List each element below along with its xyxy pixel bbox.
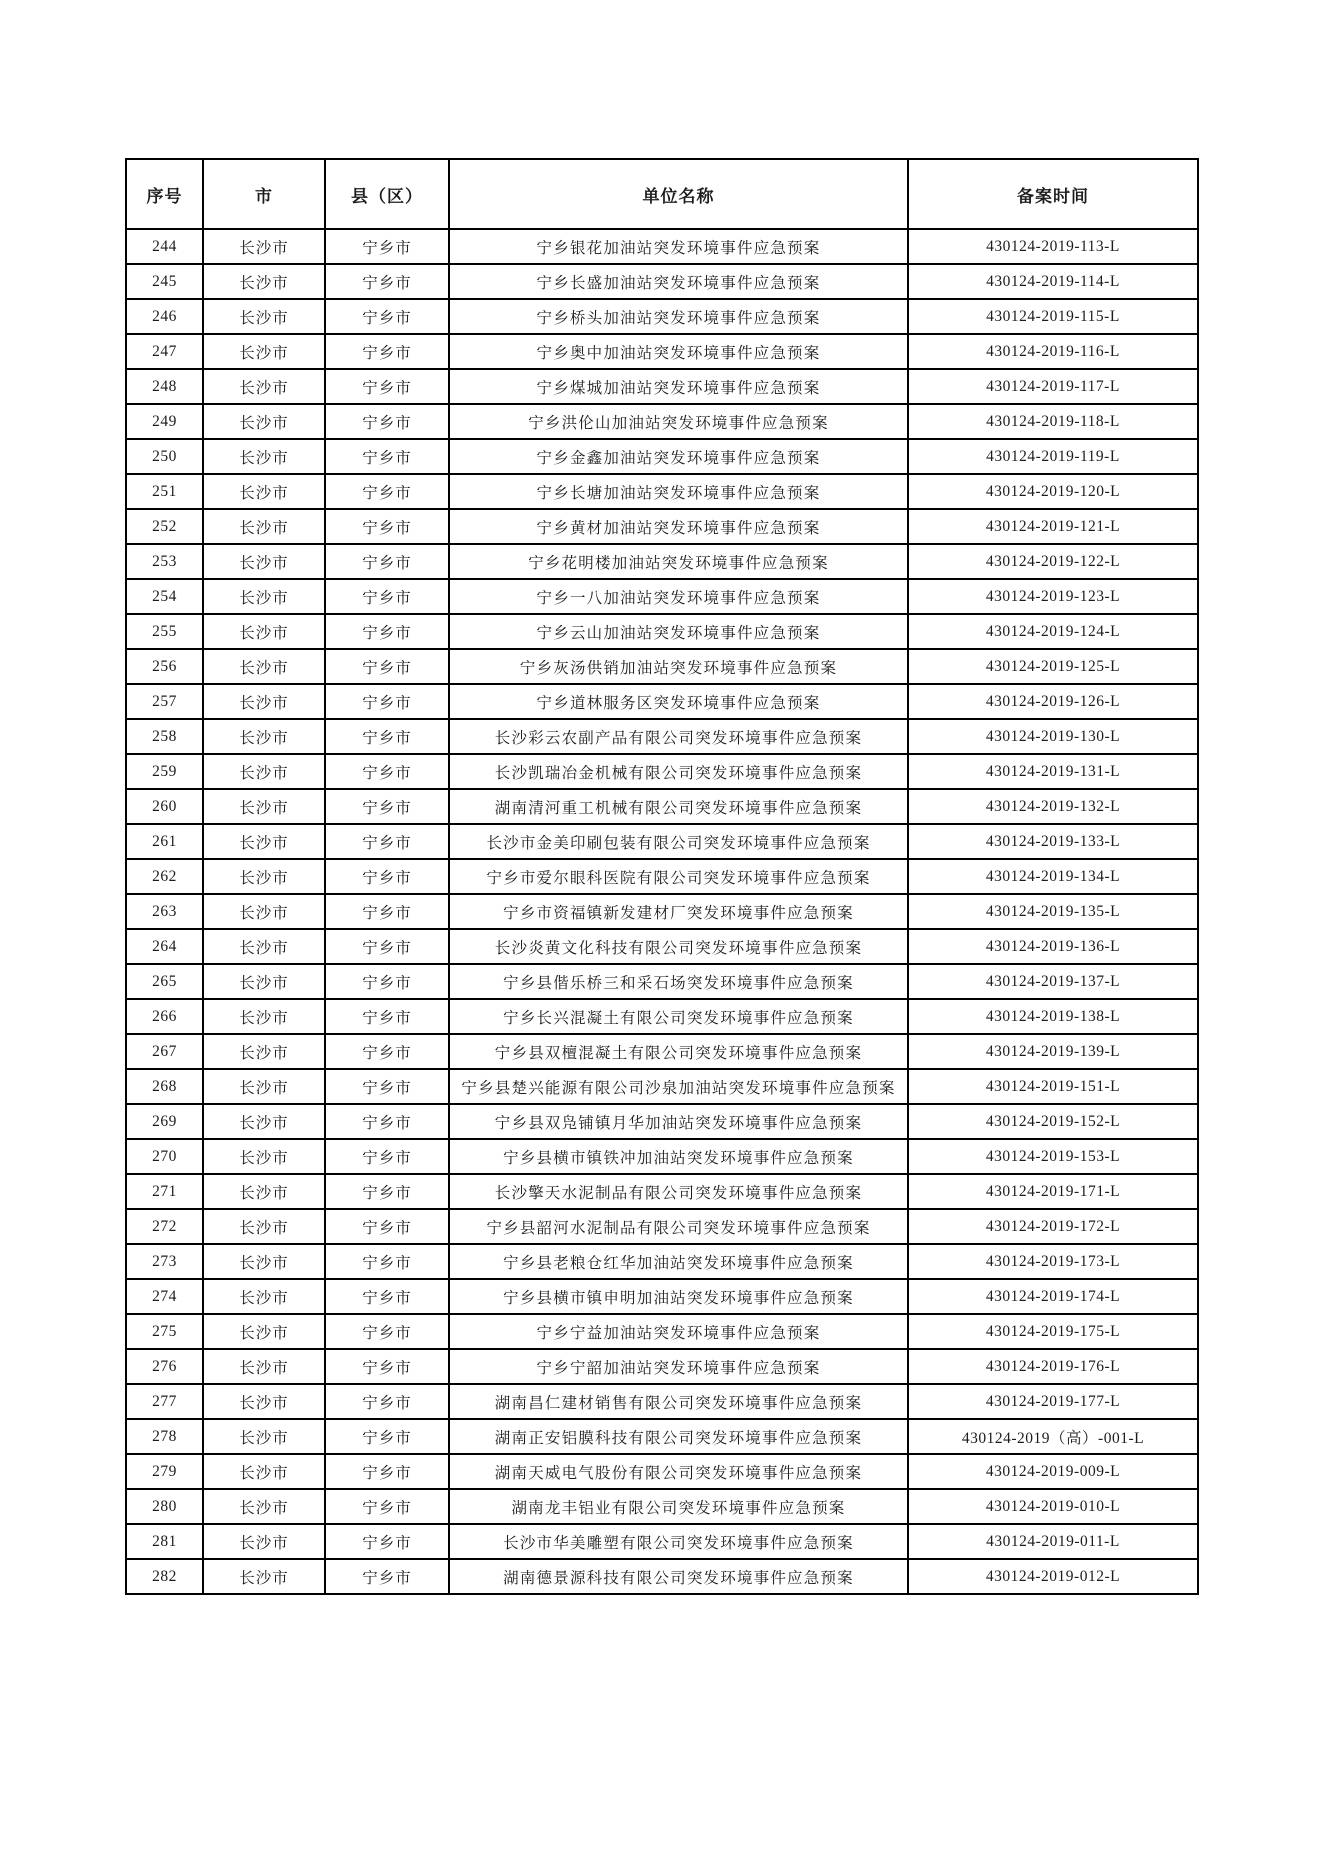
- row-county: 宁乡市: [325, 649, 449, 684]
- row-unit-name: 宁乡县韶河水泥制品有限公司突发环境事件应急预案: [449, 1209, 908, 1244]
- row-record-number: 430124-2019-117-L: [908, 369, 1198, 404]
- row-unit-name: 宁乡金鑫加油站突发环境事件应急预案: [449, 439, 908, 474]
- row-serial-number: 280: [126, 1489, 203, 1524]
- table-row: [126, 1279, 1198, 1314]
- row-county: 宁乡市: [325, 229, 449, 264]
- row-serial-number: 273: [126, 1244, 203, 1279]
- row-unit-name: 长沙市金美印刷包装有限公司突发环境事件应急预案: [449, 824, 908, 859]
- row-serial-number: 272: [126, 1209, 203, 1244]
- row-serial-number: 262: [126, 859, 203, 894]
- row-record-number: 430124-2019-116-L: [908, 334, 1198, 369]
- row-county: 宁乡市: [325, 1524, 449, 1559]
- row-county: 宁乡市: [325, 1139, 449, 1174]
- row-record-number: 430124-2019-134-L: [908, 859, 1198, 894]
- row-serial-number: 278: [126, 1419, 203, 1454]
- row-county: 宁乡市: [325, 264, 449, 299]
- row-serial-number: 247: [126, 334, 203, 369]
- row-city: 长沙市: [203, 859, 325, 894]
- table-row: [126, 1489, 1198, 1524]
- row-city: 长沙市: [203, 824, 325, 859]
- row-unit-name: 湖南昌仁建材销售有限公司突发环境事件应急预案: [449, 1384, 908, 1419]
- row-serial-number: 275: [126, 1314, 203, 1349]
- row-city: 长沙市: [203, 684, 325, 719]
- table-row: [126, 824, 1198, 859]
- row-serial-number: 268: [126, 1069, 203, 1104]
- row-record-number: 430124-2019-121-L: [908, 509, 1198, 544]
- table-row: [126, 1244, 1198, 1279]
- row-city: 长沙市: [203, 1174, 325, 1209]
- records-table: [125, 158, 1199, 1595]
- row-serial-number: 281: [126, 1524, 203, 1559]
- row-unit-name: 湖南清河重工机械有限公司突发环境事件应急预案: [449, 789, 908, 824]
- row-city: 长沙市: [203, 334, 325, 369]
- row-record-number: 430124-2019（高）-001-L: [908, 1419, 1198, 1454]
- row-unit-name: 宁乡县老粮仓红华加油站突发环境事件应急预案: [449, 1244, 908, 1279]
- row-serial-number: 244: [126, 229, 203, 264]
- row-city: 长沙市: [203, 649, 325, 684]
- row-serial-number: 257: [126, 684, 203, 719]
- row-county: 宁乡市: [325, 1069, 449, 1104]
- row-city: 长沙市: [203, 299, 325, 334]
- row-unit-name: 宁乡一八加油站突发环境事件应急预案: [449, 579, 908, 614]
- row-serial-number: 263: [126, 894, 203, 929]
- row-county: 宁乡市: [325, 859, 449, 894]
- table-row: [126, 649, 1198, 684]
- row-county: 宁乡市: [325, 614, 449, 649]
- row-unit-name: 宁乡县双凫铺镇月华加油站突发环境事件应急预案: [449, 1104, 908, 1139]
- table-row: [126, 1314, 1198, 1349]
- row-unit-name: 宁乡黄材加油站突发环境事件应急预案: [449, 509, 908, 544]
- table-row: [126, 999, 1198, 1034]
- row-city: 长沙市: [203, 474, 325, 509]
- row-unit-name: 长沙凯瑞冶金机械有限公司突发环境事件应急预案: [449, 754, 908, 789]
- row-city: 长沙市: [203, 1489, 325, 1524]
- row-county: 宁乡市: [325, 1349, 449, 1384]
- row-serial-number: 274: [126, 1279, 203, 1314]
- table-row: [126, 894, 1198, 929]
- row-county: 宁乡市: [325, 474, 449, 509]
- row-record-number: 430124-2019-132-L: [908, 789, 1198, 824]
- row-county: 宁乡市: [325, 1419, 449, 1454]
- table-row: [126, 474, 1198, 509]
- row-city: 长沙市: [203, 999, 325, 1034]
- row-city: 长沙市: [203, 1104, 325, 1139]
- row-city: 长沙市: [203, 404, 325, 439]
- row-record-number: 430124-2019-126-L: [908, 684, 1198, 719]
- row-county: 宁乡市: [325, 1384, 449, 1419]
- header-cell-county: 县（区）: [325, 159, 449, 229]
- row-unit-name: 宁乡县楚兴能源有限公司沙泉加油站突发环境事件应急预案: [449, 1069, 908, 1104]
- row-city: 长沙市: [203, 369, 325, 404]
- row-city: 长沙市: [203, 229, 325, 264]
- row-record-number: 430124-2019-174-L: [908, 1279, 1198, 1314]
- row-serial-number: 255: [126, 614, 203, 649]
- row-record-number: 430124-2019-133-L: [908, 824, 1198, 859]
- row-unit-name: 宁乡长兴混凝土有限公司突发环境事件应急预案: [449, 999, 908, 1034]
- table-row: [126, 1384, 1198, 1419]
- row-serial-number: 267: [126, 1034, 203, 1069]
- row-city: 长沙市: [203, 1069, 325, 1104]
- row-serial-number: 279: [126, 1454, 203, 1489]
- row-serial-number: 269: [126, 1104, 203, 1139]
- row-city: 长沙市: [203, 1384, 325, 1419]
- row-county: 宁乡市: [325, 404, 449, 439]
- row-record-number: 430124-2019-009-L: [908, 1454, 1198, 1489]
- row-county: 宁乡市: [325, 684, 449, 719]
- row-serial-number: 261: [126, 824, 203, 859]
- row-county: 宁乡市: [325, 999, 449, 1034]
- row-unit-name: 长沙炎黄文化科技有限公司突发环境事件应急预案: [449, 929, 908, 964]
- row-record-number: 430124-2019-138-L: [908, 999, 1198, 1034]
- row-serial-number: 270: [126, 1139, 203, 1174]
- row-city: 长沙市: [203, 929, 325, 964]
- table-row: [126, 439, 1198, 474]
- row-county: 宁乡市: [325, 1244, 449, 1279]
- row-unit-name: 湖南龙丰铝业有限公司突发环境事件应急预案: [449, 1489, 908, 1524]
- row-record-number: 430124-2019-151-L: [908, 1069, 1198, 1104]
- row-serial-number: 259: [126, 754, 203, 789]
- row-unit-name: 宁乡县双檀混凝土有限公司突发环境事件应急预案: [449, 1034, 908, 1069]
- table-row: [126, 789, 1198, 824]
- row-unit-name: 长沙擎天水泥制品有限公司突发环境事件应急预案: [449, 1174, 908, 1209]
- row-record-number: 430124-2019-124-L: [908, 614, 1198, 649]
- row-record-number: 430124-2019-139-L: [908, 1034, 1198, 1069]
- row-county: 宁乡市: [325, 719, 449, 754]
- row-unit-name: 宁乡灰汤供销加油站突发环境事件应急预案: [449, 649, 908, 684]
- row-county: 宁乡市: [325, 1454, 449, 1489]
- row-city: 长沙市: [203, 1349, 325, 1384]
- row-unit-name: 宁乡洪伦山加油站突发环境事件应急预案: [449, 404, 908, 439]
- table-row: [126, 929, 1198, 964]
- row-county: 宁乡市: [325, 1209, 449, 1244]
- row-county: 宁乡市: [325, 824, 449, 859]
- row-record-number: 430124-2019-125-L: [908, 649, 1198, 684]
- row-county: 宁乡市: [325, 964, 449, 999]
- row-serial-number: 254: [126, 579, 203, 614]
- table-row: [126, 964, 1198, 999]
- row-county: 宁乡市: [325, 544, 449, 579]
- row-record-number: 430124-2019-135-L: [908, 894, 1198, 929]
- row-record-number: 430124-2019-176-L: [908, 1349, 1198, 1384]
- row-city: 长沙市: [203, 1314, 325, 1349]
- row-record-number: 430124-2019-122-L: [908, 544, 1198, 579]
- row-serial-number: 250: [126, 439, 203, 474]
- row-record-number: 430124-2019-120-L: [908, 474, 1198, 509]
- row-record-number: 430124-2019-119-L: [908, 439, 1198, 474]
- row-record-number: 430124-2019-173-L: [908, 1244, 1198, 1279]
- row-record-number: 430124-2019-171-L: [908, 1174, 1198, 1209]
- row-record-number: 430124-2019-136-L: [908, 929, 1198, 964]
- row-county: 宁乡市: [325, 299, 449, 334]
- row-record-number: 430124-2019-012-L: [908, 1559, 1198, 1594]
- row-unit-name: 宁乡煤城加油站突发环境事件应急预案: [449, 369, 908, 404]
- table-header: [126, 159, 1198, 229]
- row-city: 长沙市: [203, 614, 325, 649]
- row-serial-number: 252: [126, 509, 203, 544]
- table-row: [126, 579, 1198, 614]
- table-row: [126, 229, 1198, 264]
- table-row: [126, 859, 1198, 894]
- table-body: [126, 229, 1198, 1594]
- row-serial-number: 246: [126, 299, 203, 334]
- row-unit-name: 湖南德景源科技有限公司突发环境事件应急预案: [449, 1559, 908, 1594]
- header-row: [126, 159, 1198, 229]
- row-serial-number: 253: [126, 544, 203, 579]
- row-unit-name: 宁乡市资福镇新发建材厂突发环境事件应急预案: [449, 894, 908, 929]
- row-county: 宁乡市: [325, 1104, 449, 1139]
- row-city: 长沙市: [203, 509, 325, 544]
- row-unit-name: 宁乡奥中加油站突发环境事件应急预案: [449, 334, 908, 369]
- row-city: 长沙市: [203, 1209, 325, 1244]
- row-record-number: 430124-2019-114-L: [908, 264, 1198, 299]
- row-county: 宁乡市: [325, 1034, 449, 1069]
- row-county: 宁乡市: [325, 1489, 449, 1524]
- row-city: 长沙市: [203, 894, 325, 929]
- row-county: 宁乡市: [325, 789, 449, 824]
- row-serial-number: 258: [126, 719, 203, 754]
- row-record-number: 430124-2019-113-L: [908, 229, 1198, 264]
- row-unit-name: 宁乡县横市镇申明加油站突发环境事件应急预案: [449, 1279, 908, 1314]
- row-county: 宁乡市: [325, 1314, 449, 1349]
- table-row: [126, 614, 1198, 649]
- table-row: [126, 299, 1198, 334]
- row-county: 宁乡市: [325, 1279, 449, 1314]
- table-row: [126, 1034, 1198, 1069]
- row-county: 宁乡市: [325, 334, 449, 369]
- row-county: 宁乡市: [325, 929, 449, 964]
- row-record-number: 430124-2019-137-L: [908, 964, 1198, 999]
- row-city: 长沙市: [203, 789, 325, 824]
- row-record-number: 430124-2019-131-L: [908, 754, 1198, 789]
- row-county: 宁乡市: [325, 509, 449, 544]
- row-serial-number: 256: [126, 649, 203, 684]
- row-city: 长沙市: [203, 439, 325, 474]
- row-serial-number: 248: [126, 369, 203, 404]
- row-serial-number: 251: [126, 474, 203, 509]
- header-cell-name: 单位名称: [449, 159, 908, 229]
- row-record-number: 430124-2019-115-L: [908, 299, 1198, 334]
- row-serial-number: 276: [126, 1349, 203, 1384]
- row-county: 宁乡市: [325, 754, 449, 789]
- table-row: [126, 264, 1198, 299]
- table-row: [126, 509, 1198, 544]
- row-serial-number: 271: [126, 1174, 203, 1209]
- row-city: 长沙市: [203, 1524, 325, 1559]
- row-record-number: 430124-2019-175-L: [908, 1314, 1198, 1349]
- table-row: [126, 1174, 1198, 1209]
- row-record-number: 430124-2019-152-L: [908, 1104, 1198, 1139]
- row-unit-name: 湖南天威电气股份有限公司突发环境事件应急预案: [449, 1454, 908, 1489]
- table-row: [126, 404, 1198, 439]
- row-city: 长沙市: [203, 544, 325, 579]
- row-unit-name: 湖南正安铝膜科技有限公司突发环境事件应急预案: [449, 1419, 908, 1454]
- row-city: 长沙市: [203, 1244, 325, 1279]
- row-unit-name: 长沙彩云农副产品有限公司突发环境事件应急预案: [449, 719, 908, 754]
- row-county: 宁乡市: [325, 579, 449, 614]
- table-row: [126, 1419, 1198, 1454]
- row-county: 宁乡市: [325, 439, 449, 474]
- row-city: 长沙市: [203, 264, 325, 299]
- row-unit-name: 宁乡云山加油站突发环境事件应急预案: [449, 614, 908, 649]
- row-unit-name: 宁乡长盛加油站突发环境事件应急预案: [449, 264, 908, 299]
- row-city: 长沙市: [203, 754, 325, 789]
- header-cell-city: 市: [203, 159, 325, 229]
- row-unit-name: 宁乡县偕乐桥三和采石场突发环境事件应急预案: [449, 964, 908, 999]
- row-serial-number: 266: [126, 999, 203, 1034]
- table-row: [126, 1349, 1198, 1384]
- table-row: [126, 369, 1198, 404]
- row-city: 长沙市: [203, 1034, 325, 1069]
- table-row: [126, 544, 1198, 579]
- row-county: 宁乡市: [325, 1559, 449, 1594]
- table-row: [126, 1209, 1198, 1244]
- row-city: 长沙市: [203, 964, 325, 999]
- row-city: 长沙市: [203, 1559, 325, 1594]
- row-unit-name: 宁乡长塘加油站突发环境事件应急预案: [449, 474, 908, 509]
- row-serial-number: 282: [126, 1559, 203, 1594]
- row-record-number: 430124-2019-130-L: [908, 719, 1198, 754]
- row-county: 宁乡市: [325, 369, 449, 404]
- row-county: 宁乡市: [325, 1174, 449, 1209]
- table-row: [126, 1454, 1198, 1489]
- row-unit-name: 宁乡宁韶加油站突发环境事件应急预案: [449, 1349, 908, 1384]
- row-city: 长沙市: [203, 1419, 325, 1454]
- row-unit-name: 宁乡县横市镇铁冲加油站突发环境事件应急预案: [449, 1139, 908, 1174]
- row-unit-name: 宁乡道林服务区突发环境事件应急预案: [449, 684, 908, 719]
- table-row: [126, 684, 1198, 719]
- table-row: [126, 1139, 1198, 1174]
- table-row: [126, 334, 1198, 369]
- table-row: [126, 754, 1198, 789]
- row-record-number: 430124-2019-010-L: [908, 1489, 1198, 1524]
- row-city: 长沙市: [203, 579, 325, 614]
- table-row: [126, 1559, 1198, 1594]
- row-unit-name: 宁乡桥头加油站突发环境事件应急预案: [449, 299, 908, 334]
- row-serial-number: 249: [126, 404, 203, 439]
- row-unit-name: 宁乡宁益加油站突发环境事件应急预案: [449, 1314, 908, 1349]
- row-serial-number: 277: [126, 1384, 203, 1419]
- table-row: [126, 719, 1198, 754]
- row-record-number: 430124-2019-177-L: [908, 1384, 1198, 1419]
- row-record-number: 430124-2019-118-L: [908, 404, 1198, 439]
- row-record-number: 430124-2019-123-L: [908, 579, 1198, 614]
- row-city: 长沙市: [203, 1279, 325, 1314]
- row-city: 长沙市: [203, 1454, 325, 1489]
- row-serial-number: 265: [126, 964, 203, 999]
- row-unit-name: 长沙市华美雕塑有限公司突发环境事件应急预案: [449, 1524, 908, 1559]
- row-record-number: 430124-2019-011-L: [908, 1524, 1198, 1559]
- table-row: [126, 1069, 1198, 1104]
- row-record-number: 430124-2019-153-L: [908, 1139, 1198, 1174]
- row-serial-number: 260: [126, 789, 203, 824]
- row-serial-number: 264: [126, 929, 203, 964]
- row-city: 长沙市: [203, 1139, 325, 1174]
- row-city: 长沙市: [203, 719, 325, 754]
- header-cell-no: 序号: [126, 159, 203, 229]
- row-unit-name: 宁乡市爱尔眼科医院有限公司突发环境事件应急预案: [449, 859, 908, 894]
- table-row: [126, 1524, 1198, 1559]
- row-county: 宁乡市: [325, 894, 449, 929]
- header-cell-record: 备案时间: [908, 159, 1198, 229]
- row-unit-name: 宁乡花明楼加油站突发环境事件应急预案: [449, 544, 908, 579]
- table-row: [126, 1104, 1198, 1139]
- row-unit-name: 宁乡银花加油站突发环境事件应急预案: [449, 229, 908, 264]
- row-serial-number: 245: [126, 264, 203, 299]
- row-record-number: 430124-2019-172-L: [908, 1209, 1198, 1244]
